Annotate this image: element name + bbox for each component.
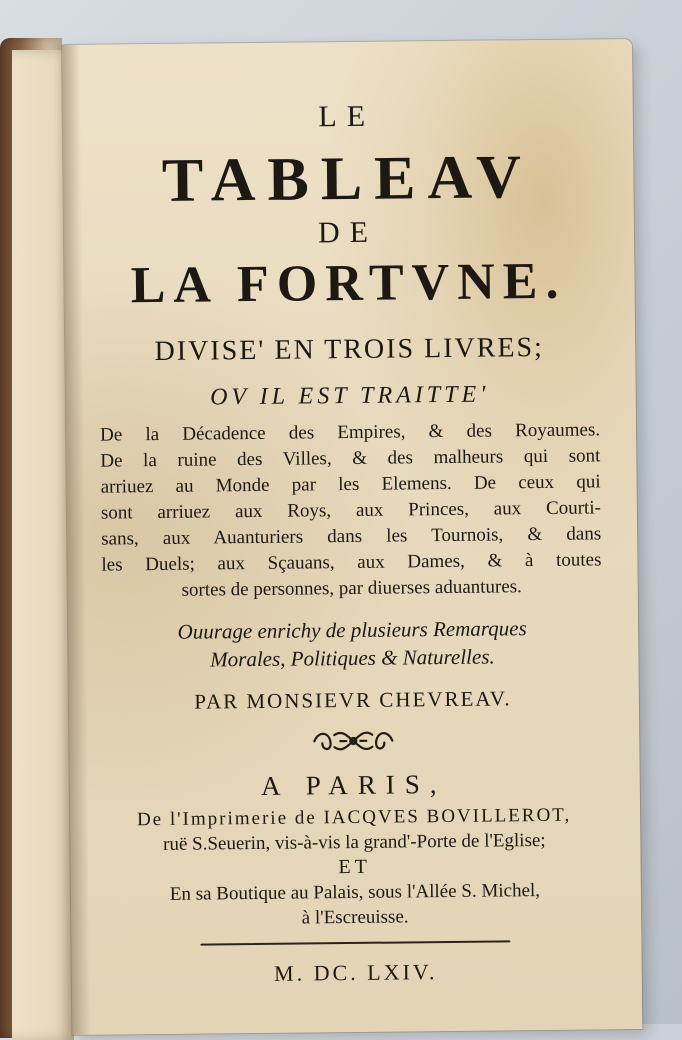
horizontal-rule — [200, 940, 510, 945]
title-line-fortune: LA FORTVNE. — [130, 252, 567, 315]
title-line-tableau: TABLEAV — [161, 143, 534, 215]
description-block — [100, 417, 602, 604]
title-line-de: DE — [317, 215, 379, 250]
imprint-line: De l'Imprimerie de IACQVES BOVILLEROT, — [136, 804, 572, 831]
title-line-le: LE — [318, 99, 376, 134]
description-line: sont arriuez aux Roys, aux Princes, aux Courti- — [100, 497, 602, 524]
printers-ornament-icon — [308, 727, 398, 756]
imprint-line: En sa Boutique au Palais, sous l'Allée S. Michel, — [169, 880, 541, 905]
publication-date: M. DC. LXIV. — [273, 959, 438, 986]
description-line: les Duels; aux Sçauans, aux Dames, & à toutes — [101, 549, 602, 576]
subtitle-ou-il-est: OV IL EST TRAITTE' — [209, 381, 490, 411]
description-line: De la Décadence des Empires, & des Royaumes. — [99, 419, 601, 446]
italic-note — [96, 613, 609, 674]
imprint-line: ET — [338, 855, 371, 879]
description-line: sortes de personnes, par diuerses aduantures. — [181, 576, 522, 601]
imprint-block — [98, 802, 611, 932]
imprint-line: ruë S.Seuerin, vis-à-vis la grand'-Porte de l'Eglise; — [163, 829, 546, 855]
place-of-publication: A PARIS, — [260, 768, 447, 801]
imprint-line: à l'Escreuisse. — [301, 906, 409, 929]
description-line: De la ruine des Villes, & des malheurs qui sont — [100, 445, 601, 472]
description-line: sans, aux Auanturiers dans les Tournois, & dans — [101, 523, 602, 550]
author-line: PAR MONSIEVR CHEVREAV. — [194, 686, 512, 714]
italic-line: Morales, Politiques & Naturelles. — [210, 644, 495, 672]
title-page — [62, 39, 642, 1035]
title-page-text — [91, 99, 612, 988]
italic-line: Ouurage enrichy de plusieurs Remarques — [177, 616, 527, 644]
description-line: arriuez au Monde par les Elemens. De ceux qui — [100, 471, 601, 498]
subtitle-divise: DIVISE' EN TROIS LIVRES; — [154, 331, 545, 368]
